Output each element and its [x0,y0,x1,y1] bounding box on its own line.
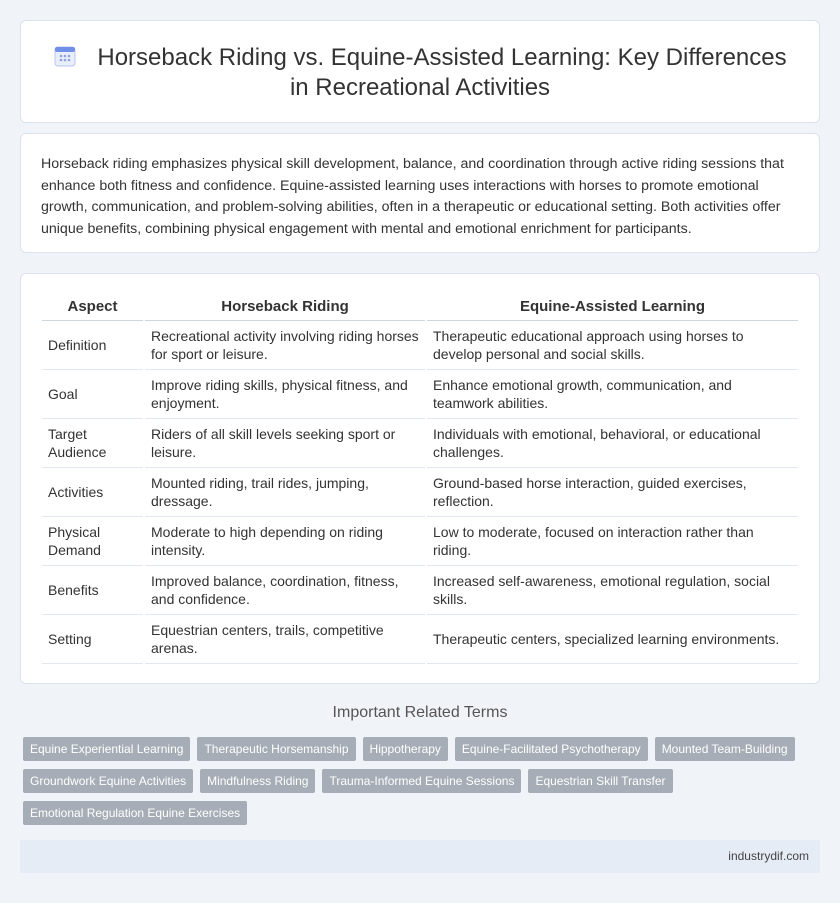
table-row [42,565,798,614]
header-horseback-riding: Horseback Riding [144,294,426,320]
aspect-cell: Definition [42,320,144,369]
horseback-riding-cell: Mounted riding, trail rides, jumping, dressage. [144,467,426,516]
related-term-tag[interactable]: Therapeutic Horsemanship [197,737,355,761]
related-term-tag[interactable]: Equestrian Skill Transfer [528,769,672,793]
related-term-tag[interactable]: Groundwork Equine Activities [23,769,193,793]
aspect-cell: Benefits [42,565,144,614]
calendar-icon [53,44,77,68]
related-terms-title: Important Related Terms [332,704,508,721]
equine-assisted-learning-cell: Ground-based horse interaction, guided exercises, reflection. [426,467,798,516]
equine-assisted-learning-cell: Individuals with emotional, behavioral, or educational challenges. [426,418,798,467]
table-header-row [42,294,798,320]
related-term-tag[interactable]: Mindfulness Riding [200,769,315,793]
horseback-riding-cell: Riders of all skill levels seeking sport or leisure. [144,418,426,467]
equine-assisted-learning-cell: Therapeutic educational approach using horses to develop personal and social skills. [426,320,798,369]
table-row [42,467,798,516]
header-aspect: Aspect [42,294,144,320]
table-row [42,320,798,369]
header-equine-assisted-learning: Equine-Assisted Learning [426,294,798,320]
aspect-cell: Activities [42,467,144,516]
footer-site-link[interactable]: industrydif.com [728,849,809,863]
related-terms-list [23,737,803,833]
horseback-riding-cell: Equestrian centers, trails, competitive arenas. [144,614,426,663]
comparison-card [20,273,820,684]
related-term-tag[interactable]: Emotional Regulation Equine Exercises [23,801,247,825]
header-card [20,20,820,123]
horseback-riding-cell: Improve riding skills, physical fitness, and enjoyment. [144,369,426,418]
table-row [42,516,798,565]
related-term-tag[interactable]: Equine-Facilitated Psychotherapy [455,737,648,761]
horseback-riding-cell: Recreational activity involving riding horses for sport or leisure. [144,320,426,369]
related-term-tag[interactable]: Hippotherapy [363,737,448,761]
aspect-cell: Physical Demand [42,516,144,565]
aspect-cell: Goal [42,369,144,418]
related-term-tag[interactable]: Equine Experiential Learning [23,737,190,761]
aspect-cell: Setting [42,614,144,663]
footer [20,840,820,873]
intro-paragraph: Horseback riding emphasizes physical skill development, balance, and coordination through active riding sessions that enhance both fitness and confidence. Equine-assisted learning uses interactions with horses to promote emotional growth, communication, and problem-solving abilities, often in a therapeutic or educational setting. Both activities offer unique benefits, combining physical engagement with mental and emotional enrichment for participants. [41,156,784,237]
horseback-riding-cell: Moderate to high depending on riding intensity. [144,516,426,565]
equine-assisted-learning-cell: Increased self-awareness, emotional regulation, social skills. [426,565,798,614]
equine-assisted-learning-cell: Enhance emotional growth, communication, and teamwork abilities. [426,369,798,418]
aspect-cell: Target Audience [42,418,144,467]
equine-assisted-learning-cell: Therapeutic centers, specialized learning environments. [426,614,798,663]
table-row [42,369,798,418]
horseback-riding-cell: Improved balance, coordination, fitness, and confidence. [144,565,426,614]
related-term-tag[interactable]: Trauma-Informed Equine Sessions [322,769,521,793]
related-term-tag[interactable]: Mounted Team-Building [655,737,795,761]
table-row [42,418,798,467]
page-title: Horseback Riding vs. Equine-Assisted Learning: Key Differences in Recreational Activities [97,44,787,101]
intro-card [20,133,820,253]
equine-assisted-learning-cell: Low to moderate, focused on interaction rather than riding. [426,516,798,565]
comparison-table [42,294,798,664]
page-title-wrap [21,43,819,103]
table-row [42,614,798,663]
